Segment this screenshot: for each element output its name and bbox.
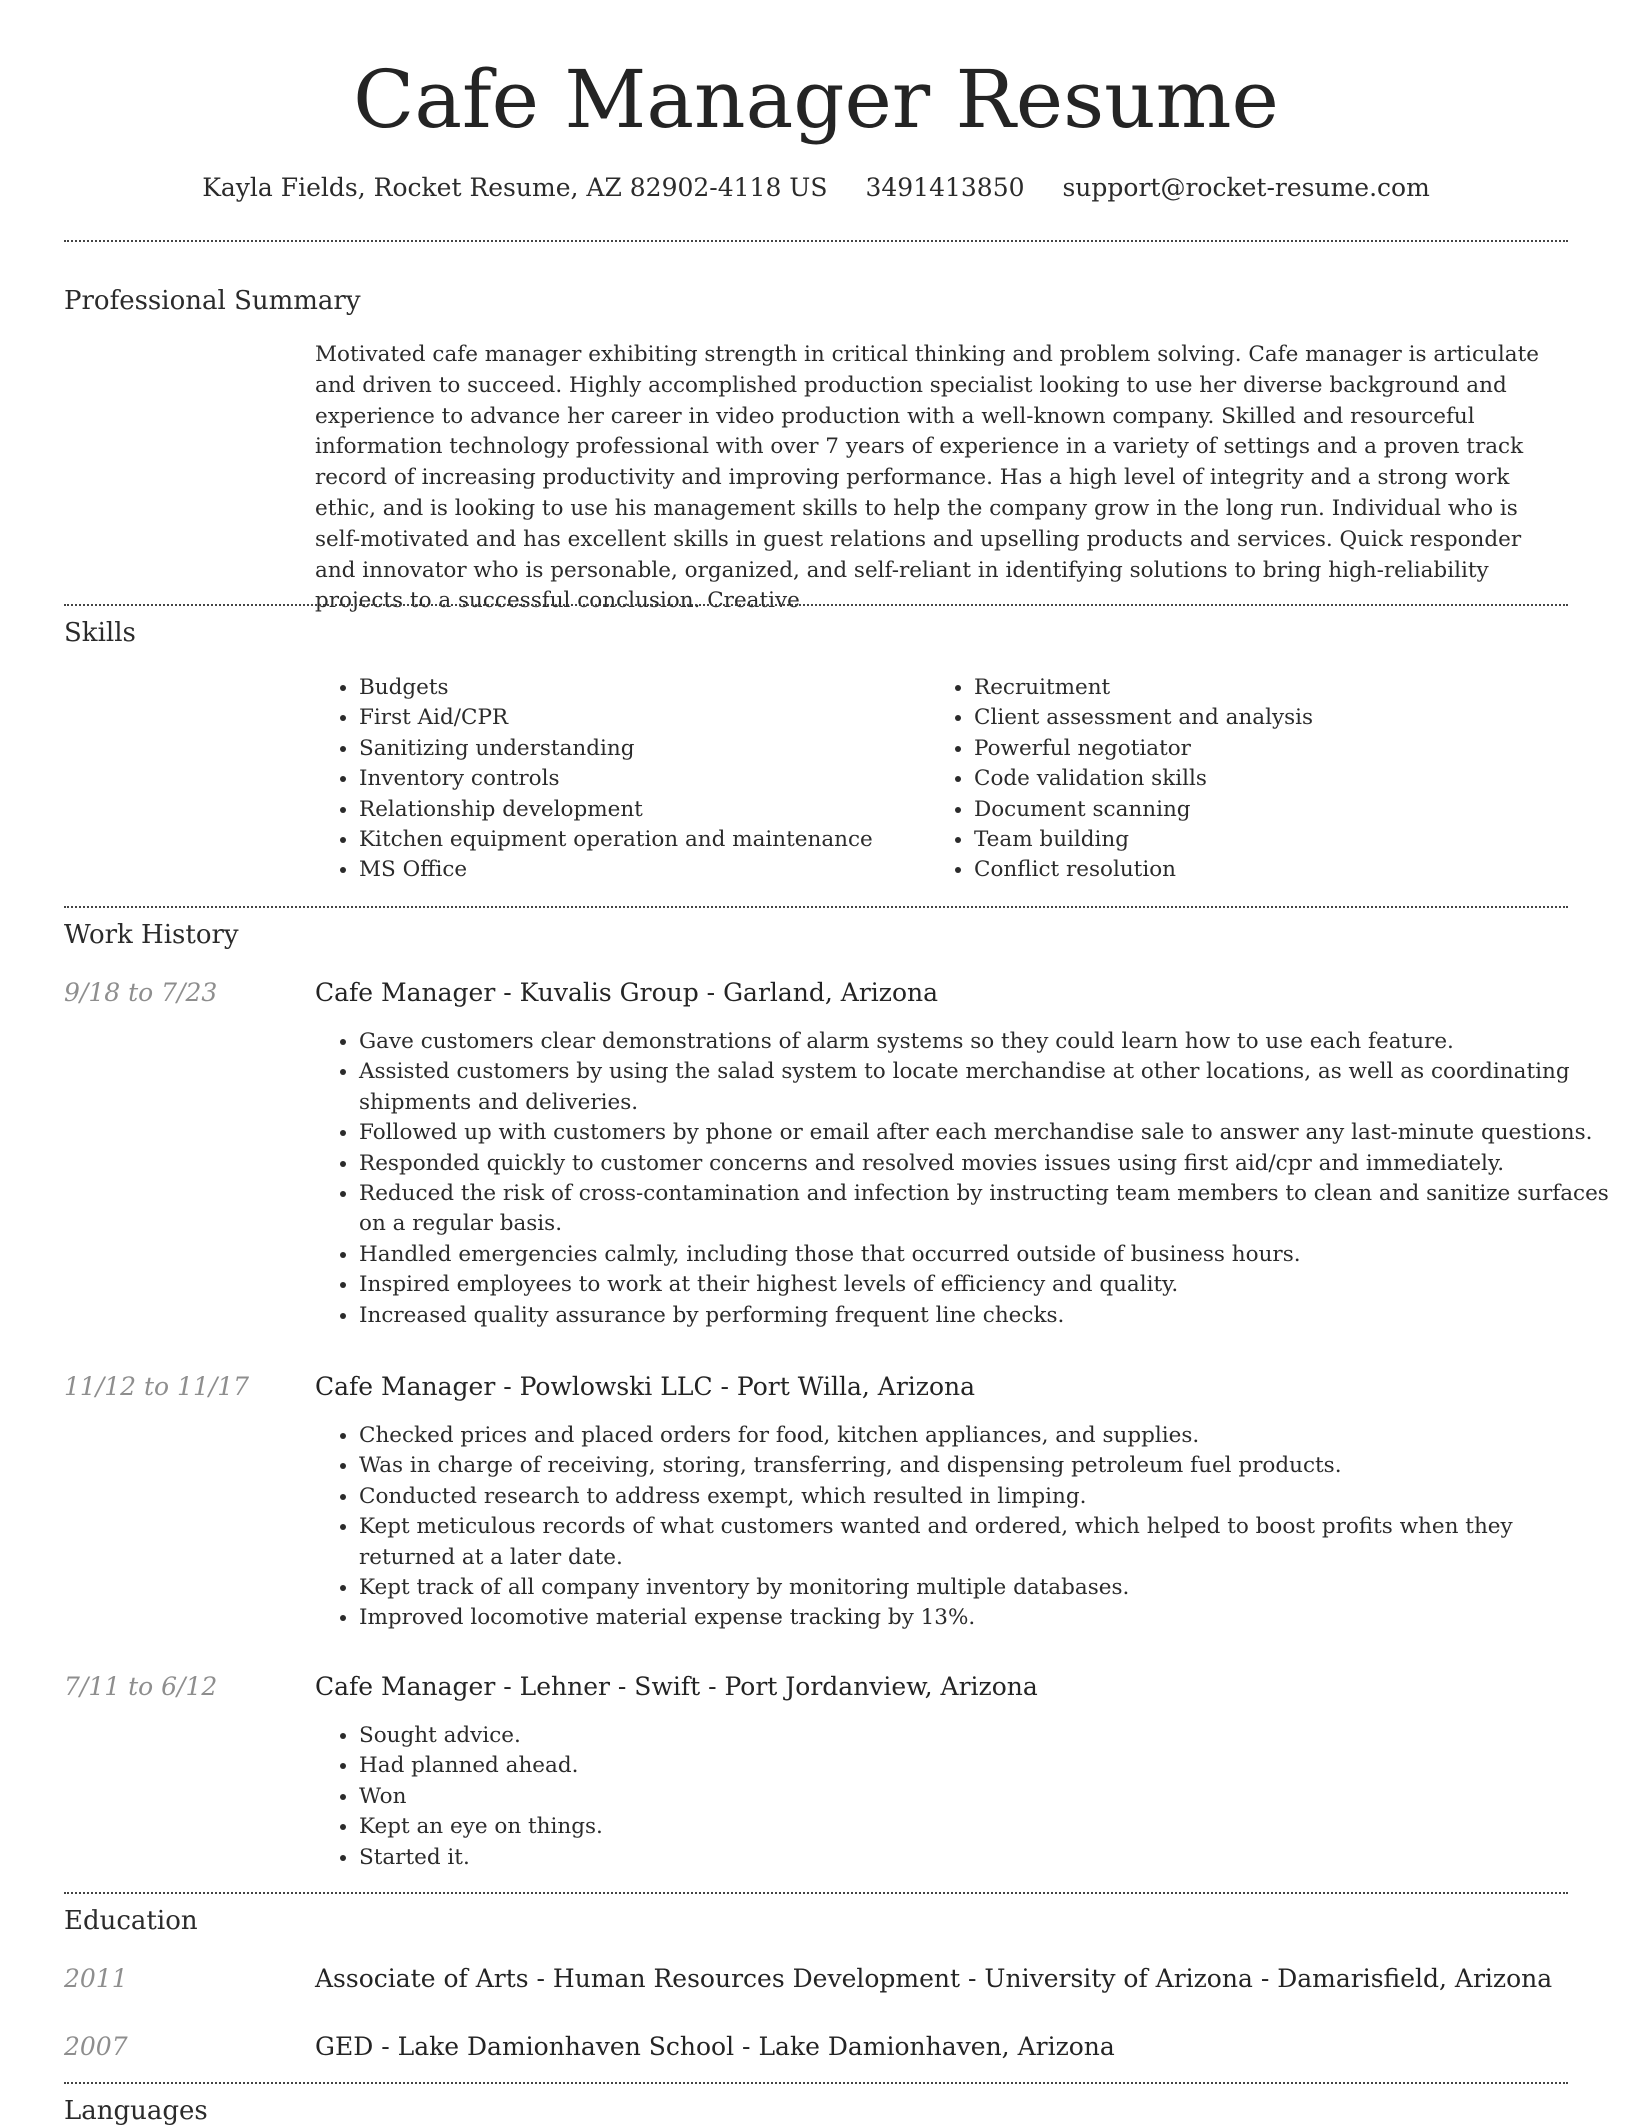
job-bullet: • Responded quickly to customer concerns and resolved movies issues using first aid/cpr and immediately. (359, 1149, 1612, 1179)
job-dates: 11/12 to 11/17 (64, 1372, 250, 1401)
languages-heading: Languages (64, 2096, 208, 2126)
education-year: 2011 (64, 1964, 128, 1993)
job-bullet: • Kept meticulous records of what customers wanted and ordered, which helped to boost profits when they returned at a later date. (359, 1512, 1612, 1573)
skill-item: • Kitchen equipment operation and maintenance (359, 825, 929, 855)
job-bullets (315, 1721, 1612, 1873)
skill-item: • Recruitment (974, 673, 1574, 703)
contact-address: Kayla Fields, Rocket Resume, AZ 82902-4118 US (202, 173, 828, 202)
skills-heading: Skills (64, 618, 136, 648)
job-bullet: • Was in charge of receiving, storing, transferring, and dispensing petroleum fuel products. (359, 1451, 1612, 1481)
contact-email[interactable]: support@rocket-resume.com (1062, 173, 1430, 202)
job-bullet: • Sought advice. (359, 1721, 1612, 1751)
skill-item: • MS Office (359, 855, 929, 885)
skill-item: • Powerful negotiator (974, 734, 1574, 764)
job-bullet: • Won (359, 1782, 1612, 1812)
job-bullet: • Had planned ahead. (359, 1751, 1612, 1781)
job-bullet: • Inspired employees to work at their highest levels of efficiency and quality. (359, 1270, 1612, 1300)
summary-heading: Professional Summary (64, 286, 361, 316)
skills-list-left (315, 673, 929, 886)
job-dates: 7/11 to 6/12 (64, 1672, 218, 1701)
section-divider (64, 906, 1568, 908)
section-divider (64, 1892, 1568, 1894)
summary-text: Motivated cafe manager exhibiting strength in critical thinking and problem solving. Cafe manager is articulate and driven to succeed. Highly accomplished production specialist looking to use her diverse background and experience to advance her career in video production with a well-known company. Skilled and resourceful information technology professional with over 7 years of experience in a variety of settings and a proven track record of increasing productivity and improving performance. Has a high level of integrity and a strong work ethic, and is looking to use his management skills to help the company grow in the long run. Individual who is self-motivated and has excellent skills in guest relations and upselling products and services. Quick responder and innovator who is personable, organized, and self-reliant in identifying solutions to bring high-reliability projects to a successful conclusion. Creative (315, 342, 1539, 614)
section-divider (64, 2082, 1568, 2084)
job-bullet: • Kept track of all company inventory by monitoring multiple databases. (359, 1573, 1612, 1603)
skill-item: • Inventory controls (359, 764, 929, 794)
job-bullet: • Checked prices and placed orders for food, kitchen appliances, and supplies. (359, 1421, 1612, 1451)
job-bullet: • Kept an eye on things. (359, 1812, 1612, 1842)
skill-item: • Conflict resolution (974, 855, 1574, 885)
job-bullet: • Gave customers clear demonstrations of alarm systems so they could learn how to use each feature. (359, 1027, 1612, 1057)
skill-item: • Client assessment and analysis (974, 703, 1574, 733)
job-bullet: • Followed up with customers by phone or email after each merchandise sale to answer any last-minute questions. (359, 1118, 1612, 1148)
education-year: 2007 (64, 2032, 128, 2061)
job-bullets (315, 1421, 1612, 1634)
education-degree: GED - Lake Damionhaven School - Lake Damionhaven, Arizona (315, 2032, 1115, 2061)
job-bullet: • Reduced the risk of cross-contamination and infection by instructing team members to clean and sanitize surfaces on a regular basis. (359, 1179, 1612, 1240)
section-divider (64, 240, 1568, 242)
education-heading: Education (64, 1906, 198, 1936)
job-bullet: • Handled emergencies calmly, including those that occurred outside of business hours. (359, 1240, 1612, 1270)
job-bullets (315, 1027, 1612, 1331)
job-bullet: • Improved locomotive material expense tracking by 13%. (359, 1603, 1612, 1633)
job-bullet: • Conducted research to address exempt, which resulted in limping. (359, 1482, 1612, 1512)
job-bullet: • Assisted customers by using the salad system to locate merchandise at other locations, as well as coordinating shipments and deliveries. (359, 1057, 1612, 1118)
skills-list-right (930, 673, 1574, 886)
job-bullet: • Started it. (359, 1843, 1612, 1873)
contact-phone: 3491413850 (865, 173, 1025, 202)
education-degree: Associate of Arts - Human Resources Development - University of Arizona - Damarisfield, Arizona (315, 1964, 1553, 1993)
skill-item: • Budgets (359, 673, 929, 703)
job-title: Cafe Manager - Powlowski LLC - Port Willa, Arizona (315, 1372, 975, 1401)
skill-item: • Team building (974, 825, 1574, 855)
skill-item: • Sanitizing understanding (359, 734, 929, 764)
contact-line (64, 170, 1568, 206)
job-dates: 9/18 to 7/23 (64, 978, 218, 1007)
resume-title: Cafe Manager Resume (353, 53, 1279, 146)
skill-item: • Code validation skills (974, 764, 1574, 794)
section-divider (64, 604, 1568, 606)
job-bullet: • Increased quality assurance by performing frequent line checks. (359, 1301, 1612, 1331)
skill-item: • First Aid/CPR (359, 703, 929, 733)
skill-item: • Relationship development (359, 795, 929, 825)
job-title: Cafe Manager - Kuvalis Group - Garland, Arizona (315, 978, 939, 1007)
work-heading: Work History (64, 920, 239, 950)
skill-item: • Document scanning (974, 795, 1574, 825)
job-title: Cafe Manager - Lehner - Swift - Port Jordanview, Arizona (315, 1672, 1038, 1701)
